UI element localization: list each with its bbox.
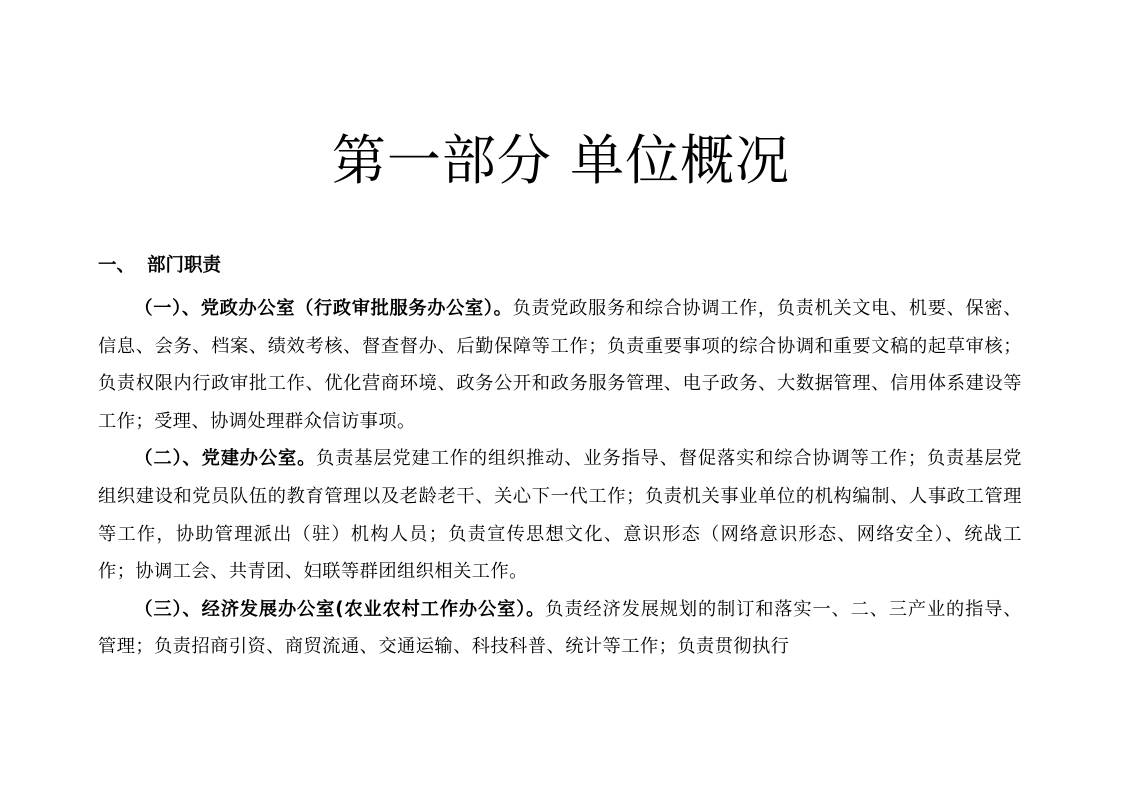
- paragraph-lead: （一）、党政办公室（行政审批服务办公室）。: [134, 298, 513, 319]
- paragraph-text: 负责基层党建工作的组织推动、业务指导、督促落实和综合协调等工作；负责基层党组织建设和党员队伍的教育管理以及老龄老干、关心下一代工作；负责机关事业单位的机构编制、人事政工管理等工作，协助管理派出（驻）机构人员；负责宣传思想文化、意识形态（网络意识形态、网络安全）、统战工作；协调工会、共青团、妇联等群团组织相关工作。: [98, 448, 1022, 583]
- section-number: 一、: [98, 255, 136, 276]
- paragraph-text: 负责经济发展规划的制订和落实一、二、三产业的指导、管理；负责招商引资、商贸流通、交通运输、科技科普、统计等工作；负责贯彻执行: [98, 598, 1022, 658]
- paragraph-lead: （三）、经济发展办公室(农业农村工作办公室）。: [134, 598, 546, 620]
- paragraph-party-building-office: [98, 440, 1022, 590]
- document-body: [98, 290, 1022, 666]
- page-title: 第一部分 单位概况: [331, 129, 791, 192]
- paragraph-economic-office: [98, 591, 1022, 666]
- section-label: 部门职责: [147, 255, 222, 276]
- paragraph-lead: （二）、党建办公室。: [134, 448, 317, 470]
- section-heading: [98, 253, 221, 279]
- paragraph-party-office: [98, 290, 1022, 440]
- paragraph-text: 负责党政服务和综合协调工作，负责机关文电、机要、保密、信息、会务、档案、绩效考核、督查督办、后勤保障等工作；负责重要事项的综合协调和重要文稿的起草审核；负责权限内行政审批工作、优化营商环境、政务公开和政务服务管理、电子政务、大数据管理、信用体系建设等工作；受理、协调处理群众信访事项。: [98, 298, 1022, 432]
